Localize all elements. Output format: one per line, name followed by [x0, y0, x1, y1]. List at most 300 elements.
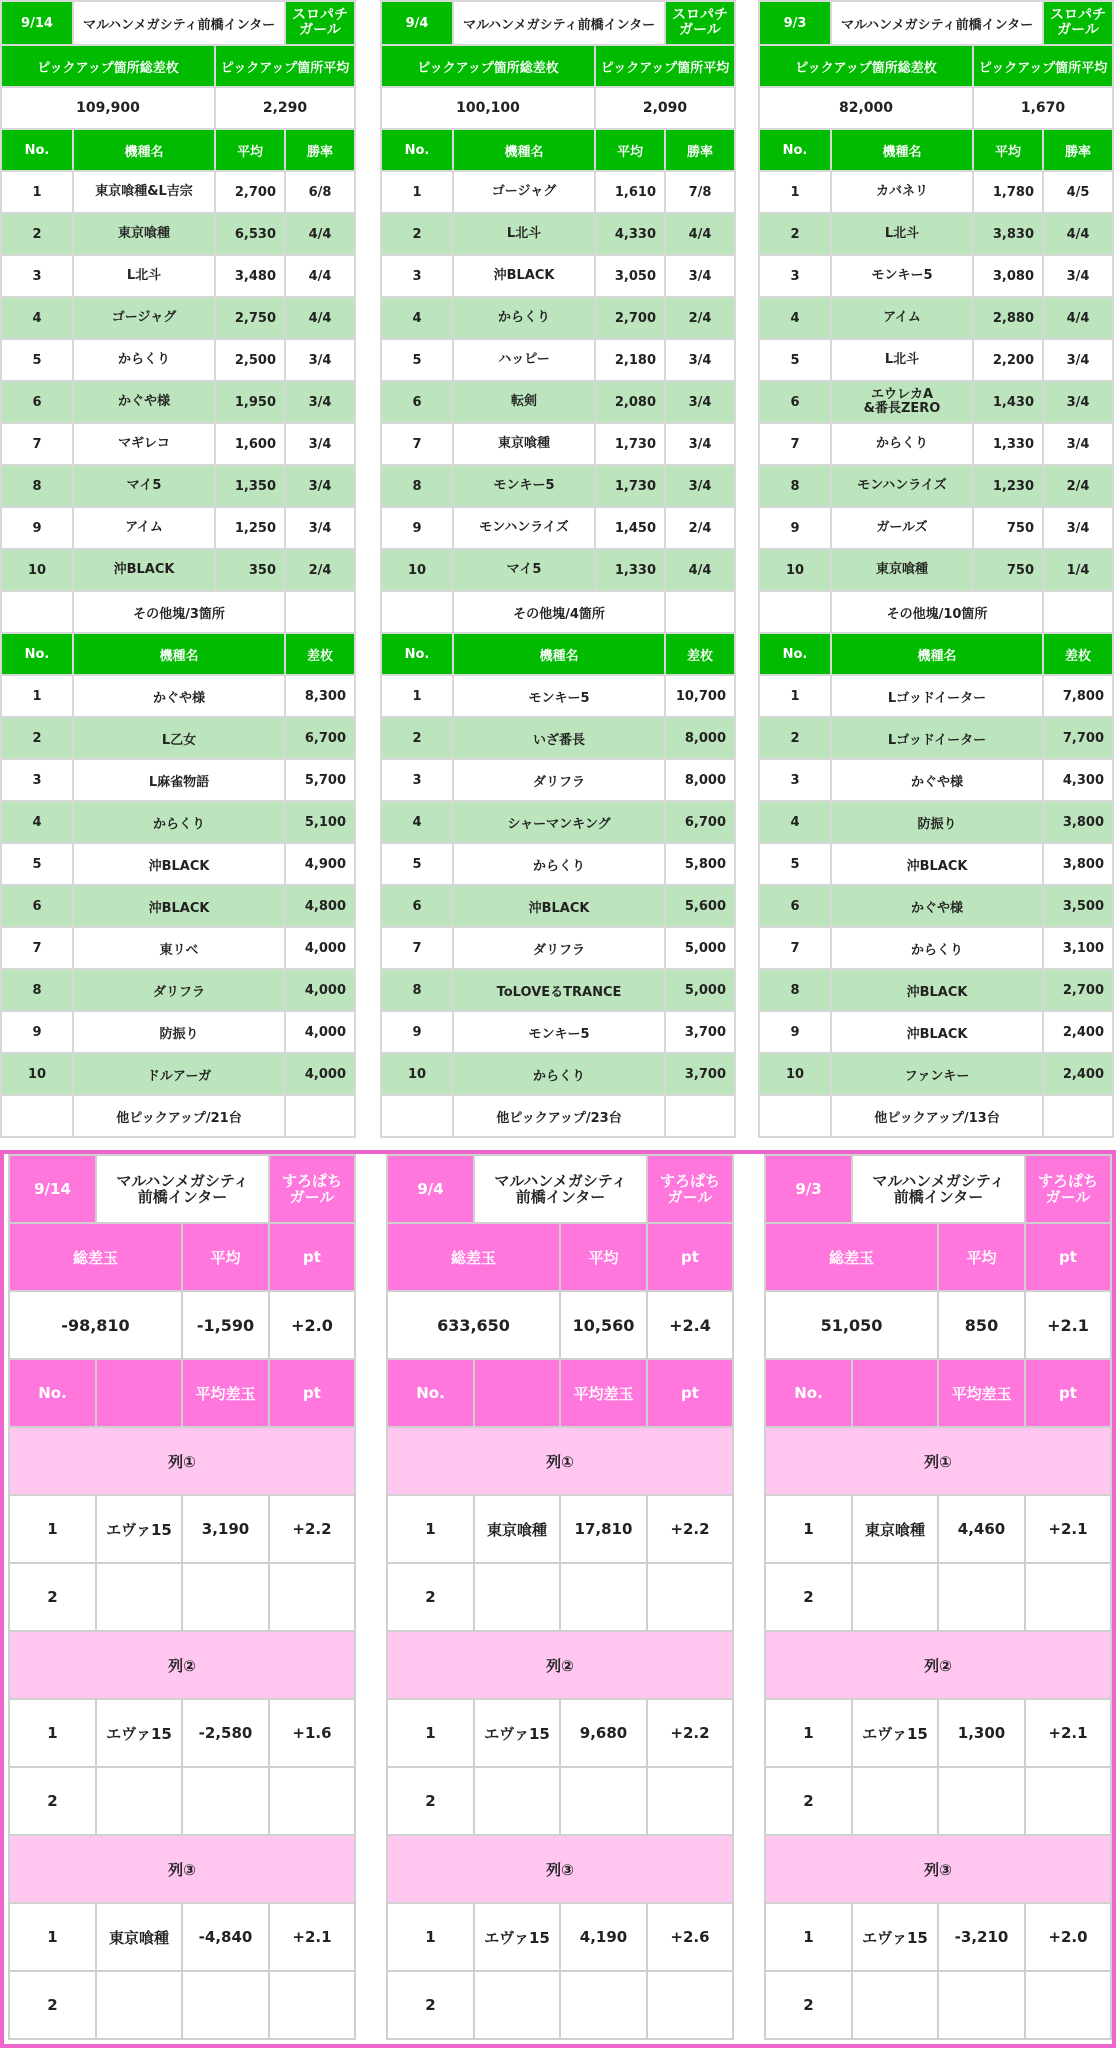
- table-row: [381, 843, 735, 885]
- avg-diff-value: [938, 1767, 1025, 1835]
- win-rate-value: 2/4: [665, 297, 735, 339]
- table-row: [1, 381, 355, 423]
- row-label: 列②: [387, 1631, 733, 1699]
- pachi-header-row: [765, 1155, 1111, 1223]
- average-value: 750: [973, 507, 1043, 549]
- avg-label: 平均: [560, 1223, 647, 1291]
- machine-name: アイム: [831, 297, 973, 339]
- pt-value: [1025, 1767, 1111, 1835]
- table-row: [1, 801, 355, 843]
- diff-value: 8,000: [665, 759, 735, 801]
- row-group-label: [9, 1835, 355, 1903]
- summary-label-row: [9, 1223, 355, 1291]
- machine-name: [96, 1563, 182, 1631]
- machine-name: かぐや様: [73, 381, 215, 423]
- average-value: 2,700: [215, 171, 285, 213]
- diff-value: 3,800: [1043, 843, 1113, 885]
- pt-value: +2.1: [269, 1903, 355, 1971]
- machine-name: 東京喰種: [96, 1903, 182, 1971]
- machine-name: モンハンライズ: [831, 465, 973, 507]
- avg-value: 850: [938, 1291, 1025, 1359]
- average-value: 3,480: [215, 255, 285, 297]
- pachi-day-table: [8, 1154, 356, 2040]
- machine-name: [852, 1563, 938, 1631]
- rank-no: 6: [759, 381, 831, 423]
- brand-tag: すろぱち ガール: [269, 1155, 355, 1223]
- unit-no: 9: [1, 1011, 73, 1053]
- summary-value-row: [759, 87, 1113, 129]
- average-value: 1,950: [215, 381, 285, 423]
- machine-header-empty: [96, 1359, 182, 1427]
- pt-value: [647, 1971, 733, 2039]
- diff-value: 5,700: [285, 759, 355, 801]
- pt-label: pt: [269, 1223, 355, 1291]
- unit-no: 4: [759, 801, 831, 843]
- no-header: No.: [1, 633, 73, 675]
- machine-name: からくり: [453, 843, 665, 885]
- unit-no: 7: [759, 927, 831, 969]
- diff-value: 2,700: [1043, 969, 1113, 1011]
- table-row: [9, 1767, 355, 1835]
- table-row: [759, 549, 1113, 591]
- slot-day-table: [758, 0, 1114, 1138]
- win-rate-value: 3/4: [665, 339, 735, 381]
- diff-value: 7,700: [1043, 717, 1113, 759]
- average-value: 1,330: [973, 423, 1043, 465]
- others-row: [759, 591, 1113, 633]
- machine-name: エヴァ15: [474, 1699, 560, 1767]
- win-rate-value: 4/4: [285, 213, 355, 255]
- diff-value: 3,800: [1043, 801, 1113, 843]
- win-rate-value: 4/4: [285, 255, 355, 297]
- win-rate-value: 6/8: [285, 171, 355, 213]
- table-row: [759, 381, 1113, 423]
- average-value: 2,080: [595, 381, 665, 423]
- row-label: 列②: [765, 1631, 1111, 1699]
- machine-name: モンキー5: [453, 1011, 665, 1053]
- diff-value: 3,700: [665, 1011, 735, 1053]
- machine-name: からくり: [831, 423, 973, 465]
- machine-name: ドルアーガ: [73, 1053, 285, 1095]
- table-row: [381, 465, 735, 507]
- win-rate-value: 3/4: [285, 381, 355, 423]
- table-row: [759, 927, 1113, 969]
- pt-label: pt: [1025, 1223, 1111, 1291]
- date-label: 9/14: [1, 1, 73, 45]
- avg-diff-value: [182, 1563, 269, 1631]
- diff-value: 7,800: [1043, 675, 1113, 717]
- empty-cell: [1, 1095, 73, 1137]
- rank-no: 9: [1, 507, 73, 549]
- diff-value: 4,000: [285, 969, 355, 1011]
- table-row: [381, 171, 735, 213]
- machine-name: 東京喰種: [73, 213, 215, 255]
- total-value: -98,810: [9, 1291, 182, 1359]
- diff-value: 2,400: [1043, 1053, 1113, 1095]
- unit-no: 8: [381, 969, 453, 1011]
- avg-label: ピックアップ箇所平均: [215, 45, 355, 87]
- summary-label-row: [1, 45, 355, 87]
- others-row: [1, 591, 355, 633]
- no-header: No.: [381, 129, 453, 171]
- no-header: No.: [765, 1359, 852, 1427]
- unit-no: 8: [759, 969, 831, 1011]
- store-name: マルハンメガシティ 前橋インター: [852, 1155, 1025, 1223]
- detail-header-row: [9, 1359, 355, 1427]
- average-value: 1,430: [973, 381, 1043, 423]
- win-rate-value: 3/4: [665, 255, 735, 297]
- total-label: ピックアップ箇所総差枚: [381, 45, 595, 87]
- table-row: [759, 255, 1113, 297]
- average-value: 6,530: [215, 213, 285, 255]
- diff-value: 4,300: [1043, 759, 1113, 801]
- empty-cell: [381, 591, 453, 633]
- table-row: [759, 507, 1113, 549]
- table-row: [765, 1495, 1111, 1563]
- unit-no: 1: [759, 675, 831, 717]
- unit-no: 3: [759, 759, 831, 801]
- machine-name: いざ番長: [453, 717, 665, 759]
- machine-name: モンキー5: [453, 675, 665, 717]
- diff-value: 5,000: [665, 969, 735, 1011]
- pt-value: +2.0: [269, 1291, 355, 1359]
- item-no: 2: [765, 1563, 852, 1631]
- units-header-row: [759, 633, 1113, 675]
- average-value: 1,350: [215, 465, 285, 507]
- rank-no: 8: [1, 465, 73, 507]
- slot-day-table: [380, 0, 736, 1138]
- table-row: [1, 255, 355, 297]
- machine-name: マイ5: [73, 465, 215, 507]
- empty-cell: [665, 1095, 735, 1137]
- machine-header: 機種名: [73, 633, 285, 675]
- machine-name: 沖BLACK: [831, 1011, 1043, 1053]
- average-value: 2,180: [595, 339, 665, 381]
- win-rate-header: 勝率: [665, 129, 735, 171]
- machine-name: 沖BLACK: [73, 549, 215, 591]
- pt-value: +2.2: [269, 1495, 355, 1563]
- machine-name: エヴァ15: [96, 1495, 182, 1563]
- summary-value-row: [9, 1291, 355, 1359]
- table-row: [759, 297, 1113, 339]
- units-header-row: [1, 633, 355, 675]
- unit-no: 2: [381, 717, 453, 759]
- machine-name: 東京喰種: [453, 423, 595, 465]
- machine-name: かぐや様: [831, 885, 1043, 927]
- pt-value: [647, 1563, 733, 1631]
- empty-cell: [381, 1095, 453, 1137]
- rank-no: 1: [1, 171, 73, 213]
- machine-name: アイム: [73, 507, 215, 549]
- avg-value: -1,590: [182, 1291, 269, 1359]
- machine-name: [852, 1767, 938, 1835]
- rank-no: 7: [381, 423, 453, 465]
- table-row: [1, 717, 355, 759]
- machine-name: L北斗: [831, 339, 973, 381]
- table-row: [1, 465, 355, 507]
- row-group-label: [765, 1631, 1111, 1699]
- machine-name: シャーマンキング: [453, 801, 665, 843]
- win-rate-value: 2/4: [1043, 465, 1113, 507]
- average-value: 1,610: [595, 171, 665, 213]
- total-value: 82,000: [759, 87, 973, 129]
- others-label: その他塊/4箇所: [453, 591, 665, 633]
- machine-header: 機種名: [831, 129, 973, 171]
- item-no: 1: [765, 1903, 852, 1971]
- average-header: 平均: [973, 129, 1043, 171]
- machine-header: 機種名: [73, 129, 215, 171]
- empty-cell: [1043, 591, 1113, 633]
- win-rate-value: 4/5: [1043, 171, 1113, 213]
- table-row: [1, 213, 355, 255]
- table-row: [9, 1563, 355, 1631]
- machine-name: [852, 1971, 938, 2039]
- machine-name: L北斗: [831, 213, 973, 255]
- unit-no: 1: [381, 675, 453, 717]
- empty-cell: [759, 591, 831, 633]
- machine-name: ゴージャグ: [73, 297, 215, 339]
- win-rate-value: 3/4: [665, 465, 735, 507]
- unit-no: 10: [381, 1053, 453, 1095]
- machine-name: [96, 1767, 182, 1835]
- table-row: [381, 507, 735, 549]
- unit-no: 10: [759, 1053, 831, 1095]
- rank-no: 1: [759, 171, 831, 213]
- total-label: 総差玉: [387, 1223, 560, 1291]
- machine-name: ファンキー: [831, 1053, 1043, 1095]
- table-row: [759, 213, 1113, 255]
- item-no: 2: [765, 1767, 852, 1835]
- row-label: 列③: [765, 1835, 1111, 1903]
- table-row: [381, 885, 735, 927]
- rank-no: 4: [381, 297, 453, 339]
- win-rate-value: 3/4: [665, 381, 735, 423]
- diff-header: 差枚: [285, 633, 355, 675]
- unit-no: 9: [759, 1011, 831, 1053]
- table-row: [381, 969, 735, 1011]
- win-rate-header: 勝率: [285, 129, 355, 171]
- rank-no: 10: [381, 549, 453, 591]
- avg-value: 10,560: [560, 1291, 647, 1359]
- average-value: 1,730: [595, 423, 665, 465]
- average-value: 2,200: [973, 339, 1043, 381]
- avg-diff-value: 1,300: [938, 1699, 1025, 1767]
- machine-name: Lゴッドイーター: [831, 675, 1043, 717]
- average-value: 1,600: [215, 423, 285, 465]
- machine-name: カバネリ: [831, 171, 973, 213]
- units-others-label: 他ピックアップ/23台: [453, 1095, 665, 1137]
- table-row: [1, 297, 355, 339]
- machine-name: ゴージャグ: [453, 171, 595, 213]
- ranking-header-row: [1, 129, 355, 171]
- table-row: [765, 1767, 1111, 1835]
- table-row: [1, 843, 355, 885]
- table-row: [381, 381, 735, 423]
- store-name: マルハンメガシティ前橋インター: [831, 1, 1043, 45]
- no-header: No.: [9, 1359, 96, 1427]
- units-others-row: [1, 1095, 355, 1137]
- avg-value: 2,290: [215, 87, 355, 129]
- table-row: [765, 1971, 1111, 2039]
- diff-value: 6,700: [665, 801, 735, 843]
- avg-diff-header: 平均差玉: [938, 1359, 1025, 1427]
- no-header: No.: [759, 633, 831, 675]
- machine-name: 転剣: [453, 381, 595, 423]
- unit-no: 6: [1, 885, 73, 927]
- summary-label-row: [759, 45, 1113, 87]
- diff-value: 3,500: [1043, 885, 1113, 927]
- total-value: 633,650: [387, 1291, 560, 1359]
- brand-tag: すろぱち ガール: [1025, 1155, 1111, 1223]
- brand-tag: すろぱち ガール: [647, 1155, 733, 1223]
- summary-value-row: [381, 87, 735, 129]
- diff-value: 5,800: [665, 843, 735, 885]
- machine-name: [474, 1767, 560, 1835]
- item-no: 2: [9, 1563, 96, 1631]
- others-label: その他塊/10箇所: [831, 591, 1043, 633]
- item-no: 2: [765, 1971, 852, 2039]
- machine-name: L北斗: [453, 213, 595, 255]
- units-header-row: [381, 633, 735, 675]
- win-rate-value: 7/8: [665, 171, 735, 213]
- diff-value: 4,800: [285, 885, 355, 927]
- rank-no: 10: [1, 549, 73, 591]
- win-rate-value: 1/4: [1043, 549, 1113, 591]
- row-label: 列①: [9, 1427, 355, 1495]
- brand-tag: スロパチ ガール: [665, 1, 735, 45]
- avg-diff-value: [560, 1563, 647, 1631]
- ranking-header-row: [381, 129, 735, 171]
- machine-name: L麻雀物語: [73, 759, 285, 801]
- ranking-header-row: [759, 129, 1113, 171]
- machine-name: マイ5: [453, 549, 595, 591]
- store-name: マルハンメガシティ 前橋インター: [474, 1155, 647, 1223]
- pt-value: [269, 1971, 355, 2039]
- avg-diff-value: 4,460: [938, 1495, 1025, 1563]
- table-row: [759, 717, 1113, 759]
- machine-name: 東リベ: [73, 927, 285, 969]
- table-row: [387, 1971, 733, 2039]
- table-row: [381, 549, 735, 591]
- machine-name: からくり: [73, 801, 285, 843]
- unit-no: 4: [1, 801, 73, 843]
- diff-value: 5,100: [285, 801, 355, 843]
- win-rate-value: 3/4: [285, 507, 355, 549]
- brand-tag: スロパチ ガール: [285, 1, 355, 45]
- avg-diff-value: -4,840: [182, 1903, 269, 1971]
- diff-value: 8,000: [665, 717, 735, 759]
- table-row: [1, 549, 355, 591]
- item-no: 1: [9, 1495, 96, 1563]
- pachi-day-table: [764, 1154, 1112, 2040]
- machine-name: [474, 1971, 560, 2039]
- diff-value: 10,700: [665, 675, 735, 717]
- rank-no: 9: [759, 507, 831, 549]
- unit-no: 10: [1, 1053, 73, 1095]
- machine-name: ToLOVEるTRANCE: [453, 969, 665, 1011]
- total-label: 総差玉: [765, 1223, 938, 1291]
- rank-no: 5: [759, 339, 831, 381]
- units-others-label: 他ピックアップ/21台: [73, 1095, 285, 1137]
- units-others-row: [381, 1095, 735, 1137]
- win-rate-value: 4/4: [665, 549, 735, 591]
- rank-no: 6: [1, 381, 73, 423]
- table-row: [759, 885, 1113, 927]
- diff-value: 8,300: [285, 675, 355, 717]
- diff-header: 差枚: [1043, 633, 1113, 675]
- units-others-label: 他ピックアップ/13台: [831, 1095, 1043, 1137]
- table-row: [381, 717, 735, 759]
- rank-no: 2: [381, 213, 453, 255]
- machine-name: かぐや様: [73, 675, 285, 717]
- machine-name: 東京喰種&L吉宗: [73, 171, 215, 213]
- row-group-label: [765, 1835, 1111, 1903]
- average-value: 3,050: [595, 255, 665, 297]
- row-group-label: [387, 1631, 733, 1699]
- diff-value: 5,000: [665, 927, 735, 969]
- machine-name: からくり: [453, 1053, 665, 1095]
- pt-label: pt: [647, 1223, 733, 1291]
- machine-name: エウレカA &番長ZERO: [831, 381, 973, 423]
- rank-no: 3: [1, 255, 73, 297]
- item-no: 2: [387, 1563, 474, 1631]
- row-label: 列②: [9, 1631, 355, 1699]
- diff-value: 4,000: [285, 927, 355, 969]
- summary-label-row: [381, 45, 735, 87]
- machine-name: 東京喰種: [852, 1495, 938, 1563]
- table-row: [765, 1903, 1111, 1971]
- table-row: [381, 1011, 735, 1053]
- machine-name: Lゴッドイーター: [831, 717, 1043, 759]
- average-value: 4,330: [595, 213, 665, 255]
- machine-header: 機種名: [453, 129, 595, 171]
- machine-name: 沖BLACK: [453, 255, 595, 297]
- row-label: 列③: [9, 1835, 355, 1903]
- item-no: 1: [387, 1495, 474, 1563]
- diff-header: 差枚: [665, 633, 735, 675]
- empty-cell: [665, 591, 735, 633]
- slot-day-table: [0, 0, 356, 1138]
- unit-no: 3: [1, 759, 73, 801]
- average-value: 1,330: [595, 549, 665, 591]
- unit-no: 7: [381, 927, 453, 969]
- pt-value: +2.1: [1025, 1291, 1111, 1359]
- table-row: [381, 1053, 735, 1095]
- machine-name: L乙女: [73, 717, 285, 759]
- win-rate-value: 4/4: [1043, 213, 1113, 255]
- average-header: 平均: [595, 129, 665, 171]
- table-row: [9, 1903, 355, 1971]
- summary-value-row: [387, 1291, 733, 1359]
- machine-name: エヴァ15: [852, 1699, 938, 1767]
- item-no: 2: [387, 1767, 474, 1835]
- no-header: No.: [759, 129, 831, 171]
- diff-value: 4,900: [285, 843, 355, 885]
- average-header: 平均: [215, 129, 285, 171]
- item-no: 1: [387, 1699, 474, 1767]
- total-label: 総差玉: [9, 1223, 182, 1291]
- diff-value: 4,000: [285, 1053, 355, 1095]
- rank-no: 7: [1, 423, 73, 465]
- win-rate-value: 3/4: [1043, 507, 1113, 549]
- rank-no: 5: [1, 339, 73, 381]
- win-rate-value: 2/4: [665, 507, 735, 549]
- avg-diff-value: 3,190: [182, 1495, 269, 1563]
- table-row: [381, 927, 735, 969]
- machine-name: ハッピー: [453, 339, 595, 381]
- average-value: 3,830: [973, 213, 1043, 255]
- table-row: [759, 675, 1113, 717]
